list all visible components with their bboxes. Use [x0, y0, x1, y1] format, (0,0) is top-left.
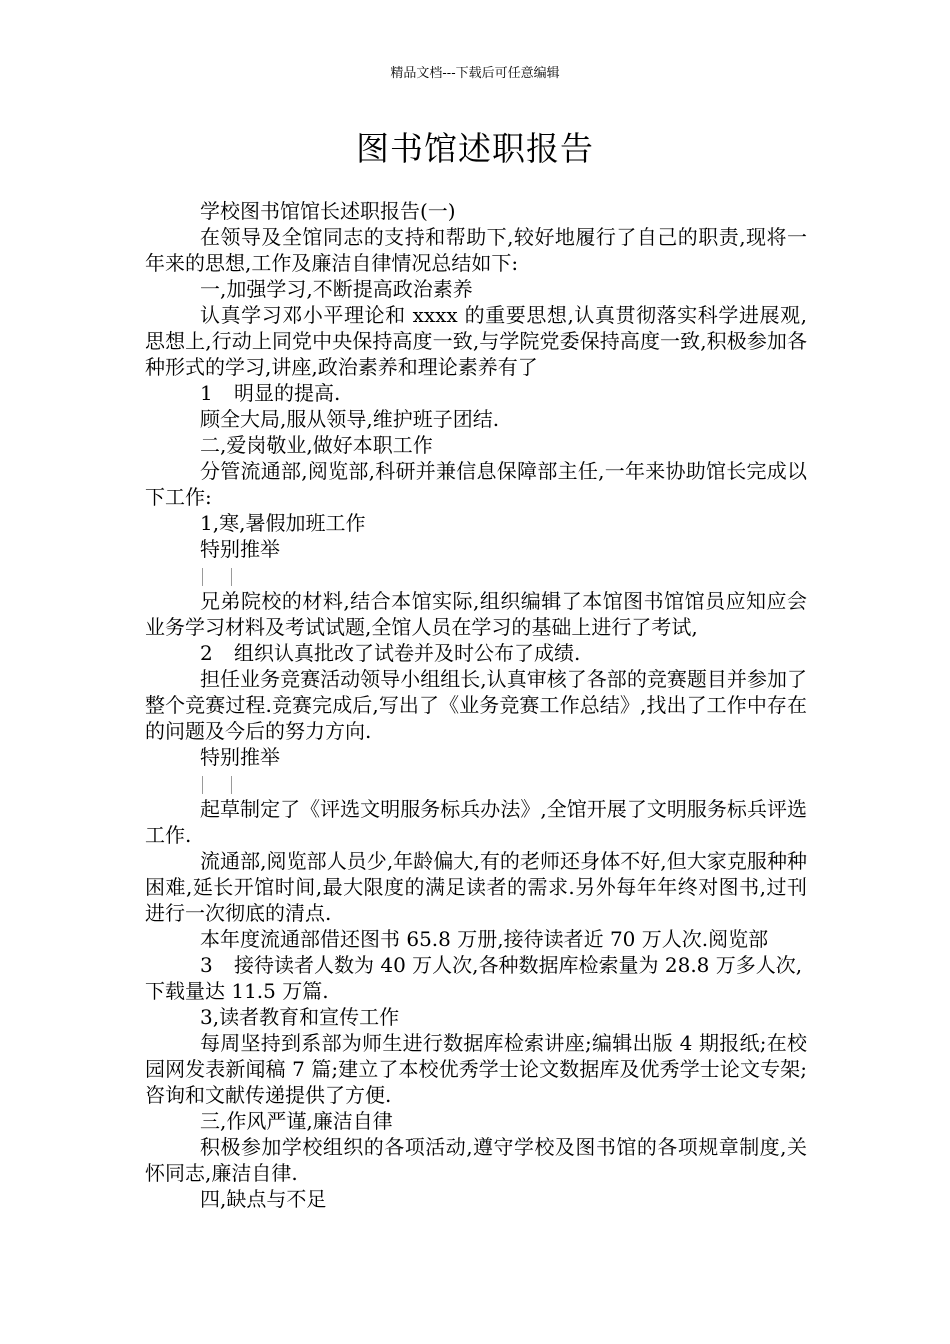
paragraph: 特别推举	[200, 745, 280, 769]
line-text: 组织认真批改了试卷并及时公布了成绩.	[234, 641, 581, 665]
section-heading: 三,作风严谨,廉洁自律	[200, 1109, 393, 1133]
paragraph: 学校图书馆馆长述职报告(一)	[200, 199, 456, 223]
line-number: 2	[200, 641, 213, 665]
paragraph: 起草制定了《评选文明服务标兵办法》,全馆开展了文明服务标兵评选工作.	[145, 797, 807, 847]
section-heading: 一,加强学习,不断提高政治素养	[200, 277, 473, 301]
paragraph: 担任业务竞赛活动领导小组组长,认真审核了各部的竞赛题目并参加了整个竞赛过程.竞赛完成后,写出了《业务竞赛工作总结》,找出了工作中存在的问题及今后的努力方向.	[145, 667, 807, 743]
paragraph: 1,寒,暑假加班工作	[200, 511, 366, 535]
paragraph: 在领导及全馆同志的支持和帮助下,较好地履行了自己的职责,现将一年来的思想,工作及廉洁自律情况总结如下:	[145, 225, 807, 275]
line-number: 1	[200, 381, 213, 405]
paragraph: 每周坚持到系部为师生进行数据库检索讲座;编辑出版 4 期报纸;在校园网发表新闻稿 7 篇;建立了本校优秀学士论文数据库及优秀学士论文专架; 咨询和文献传递提供了方便.	[145, 1031, 807, 1107]
tick-marks	[145, 562, 807, 588]
paragraph: 特别推举	[200, 537, 280, 561]
document-title: 图书馆述职报告	[356, 129, 594, 168]
tick-mark	[202, 568, 203, 586]
tick-mark	[202, 776, 203, 794]
tick-mark	[231, 568, 232, 586]
paragraph: 分管流通部,阅览部,科研并兼信息保障部主任,一年来协助馆长完成以下工作:	[145, 459, 807, 509]
paragraph: 认真学习邓小平理论和 xxxx 的重要思想,认真贯彻落实科学进展观,思想上,行动上同党中央保持高度一致,与学院党委保持高度一致,积极参加各种形式的学习,讲座,政治素养和理论素养有了	[145, 303, 807, 379]
paragraph: 本年度流通部借还图书 65.8 万册,接待读者近 70 万人次.阅览部	[200, 927, 769, 951]
numbered-line	[145, 640, 807, 666]
line-number: 3	[200, 953, 213, 977]
paragraph: 积极参加学校组织的各项活动,遵守学校及图书馆的各项规章制度,关怀同志,廉洁自律.	[145, 1135, 807, 1185]
numbered-line	[145, 952, 807, 1004]
tick-mark	[231, 776, 232, 794]
paragraph: 3,读者教育和宣传工作	[200, 1005, 400, 1029]
section-heading: 二,爱岗敬业,做好本职工作	[200, 433, 433, 457]
line-text: 接待读者人数为 40 万人次,各种数据库检索量为 28.8 万多人次,下载量达 11.5 万篇.	[145, 953, 803, 1003]
document-body	[145, 198, 807, 1212]
paragraph: 兄弟院校的材料,结合本馆实际,组织编辑了本馆图书馆馆员应知应会业务学习材料及考试试题,全馆人员在学习的基础上进行了考试,	[145, 589, 807, 639]
section-heading: 四,缺点与不足	[200, 1187, 327, 1211]
page-header: 精品文档---下载后可任意编辑	[390, 66, 560, 81]
tick-marks	[145, 770, 807, 796]
paragraph: 顾全大局,服从领导,维护班子团结.	[200, 407, 500, 431]
numbered-line	[145, 380, 807, 406]
paragraph: 流通部,阅览部人员少,年龄偏大,有的老师还身体不好,但大家克服种种困难,延长开馆时间,最大限度的满足读者的需求.另外每年年终对图书,过刊进行一次彻底的清点.	[145, 849, 807, 925]
line-text: 明显的提高.	[234, 381, 341, 405]
